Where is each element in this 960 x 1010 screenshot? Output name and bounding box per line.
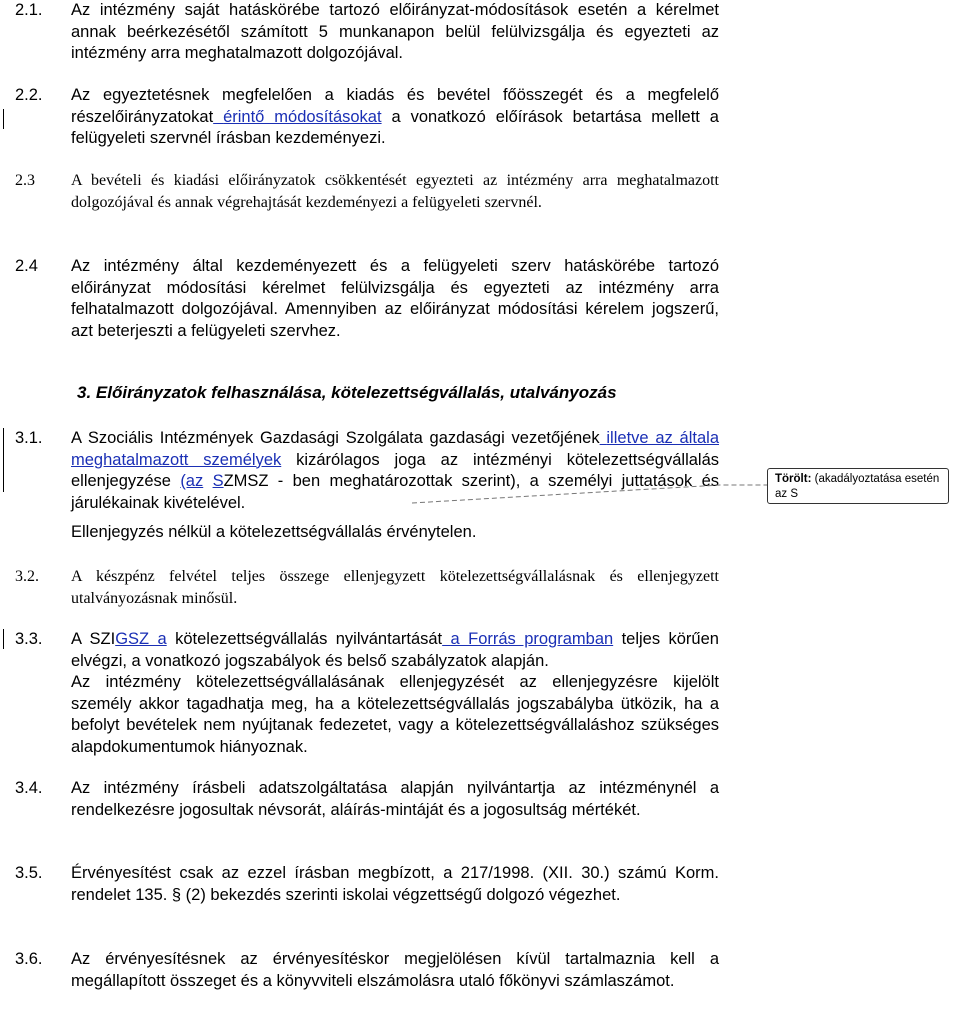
section-text: Az intézmény írásbeli adatszolgáltatása alapján nyilvántartja az intézménynél a rendelkezésre jogosultak névsorát, aláírás-mintáját és a jogosultság mértékét. [71,779,719,819]
section-number: 3.6. [15,950,43,968]
inserted-text: illetve az általa meghatalmazott személyek [71,429,719,469]
section-number: 2.2. [15,86,43,104]
section-number: 2.4 [15,257,38,275]
section-text: Az egyeztetésnek megfelelően a kiadás és bevétel főösszegét és a megfelelő részelőirányzatokat érintő módosításokat a vonatkozó előírások betartása mellett a felügyeleti szervnél írásban kezdeményezi. [71,86,719,147]
comment-anchor[interactable]: (az [180,472,204,490]
comment-balloon[interactable] [767,468,949,504]
inserted-text: GSZ a [115,630,167,648]
section-text-line: Ellenjegyzés nélkül a kötelezettségvállalás érvénytelen. [71,523,477,541]
section-text: A Szociális Intézmények Gazdasági Szolgálata gazdasági vezetőjének illetve az általa meghatalmazott személyek kizárólagos joga az intézményi kötelezettségvállalás ellenjegyzése (az SZMSZ - ben meghatározottak szerint), a személyi juttatások és járulékainak kivételével. [71,429,720,512]
section-number: 3.5. [15,864,43,882]
section-text: A bevételi és kiadási előirányzatok csökkentését egyezteti az intézmény arra meghatalmazott dolgozójával és annak végrehajtását kezdeményezi a felügyeleti szervnél. [71,172,719,211]
section-text: Érvényesítést csak az ezzel írásban megbízott, a 217/1998. (XII. 30.) számú Korm. rendelet 135. § (2) bekezdés szerinti iskolai végzettségű dolgozó végezhet. [71,864,719,904]
comment-text: (akadályoztatása esetén az S [775,473,940,500]
section-number: 2.1. [15,1,43,19]
section-number: 2.3 [15,172,35,189]
inserted-text: S [212,472,224,490]
section-text: Az érvényesítésnek az érvényesítéskor megjelölésen kívül tartalmaznia kell a megállapított összeget és a könyvviteli elszámolásra utaló főkönyvi számlaszámot. [71,950,719,990]
section-text: Az intézmény saját hatáskörébe tartozó előirányzat-módosítások esetén a kérelmet annak beérkezésétől számított 5 munkanapon belül felülvizsgálja és egyezteti az intézmény arra meghatalmazott dolgozójával. [71,1,719,62]
comment-label: Törölt: [775,473,812,485]
section-number: 3.4. [15,779,43,797]
section-number: 3.1. [15,429,43,447]
section-text: A készpénz felvétel teljes összege ellenjegyzett kötelezettségvállalásnak és ellenjegyzett utalványozásnak minősül. [71,568,719,607]
section-heading: 3. Előirányzatok felhasználása, kötelezettségvállalás, utalványozás [77,383,617,402]
section-text: A SZIGSZ a kötelezettségvállalás nyilvántartását a Forrás programban teljes körűen elvégzi, a vonatkozó jogszabályok és belső szabályzatok alapján. Az intézmény kötelezettségvállalásának ellenjegyzését az ellenjegyzésre kijelölt személy akkor tagadhatja meg, ha a kötelezettségvállalás jogszabályba ütközik, ha a befolyt bevételek nem nyújtanak fedezetet, vagy a kötelezettségvállaláshoz szükséges alapdokumentumok hiányoznak. [71,630,719,756]
section-text: Az intézmény által kezdeményezett és a felügyeleti szerv hatáskörébe tartozó előirányzat módosítási kérelmet felülvizsgálja és egyezteti az intézmény arra felhatalmazott dolgozójával. Amennyiben az előirányzat módosítási kérelem jogszerű, azt beterjeszti a felügyeleti szervhez. [71,257,719,340]
section-number: 3.2. [15,568,39,585]
inserted-text: érintő módosításokat [223,107,382,126]
section-number: 3.3. [15,630,43,648]
inserted-text: a Forrás programban [450,630,614,648]
